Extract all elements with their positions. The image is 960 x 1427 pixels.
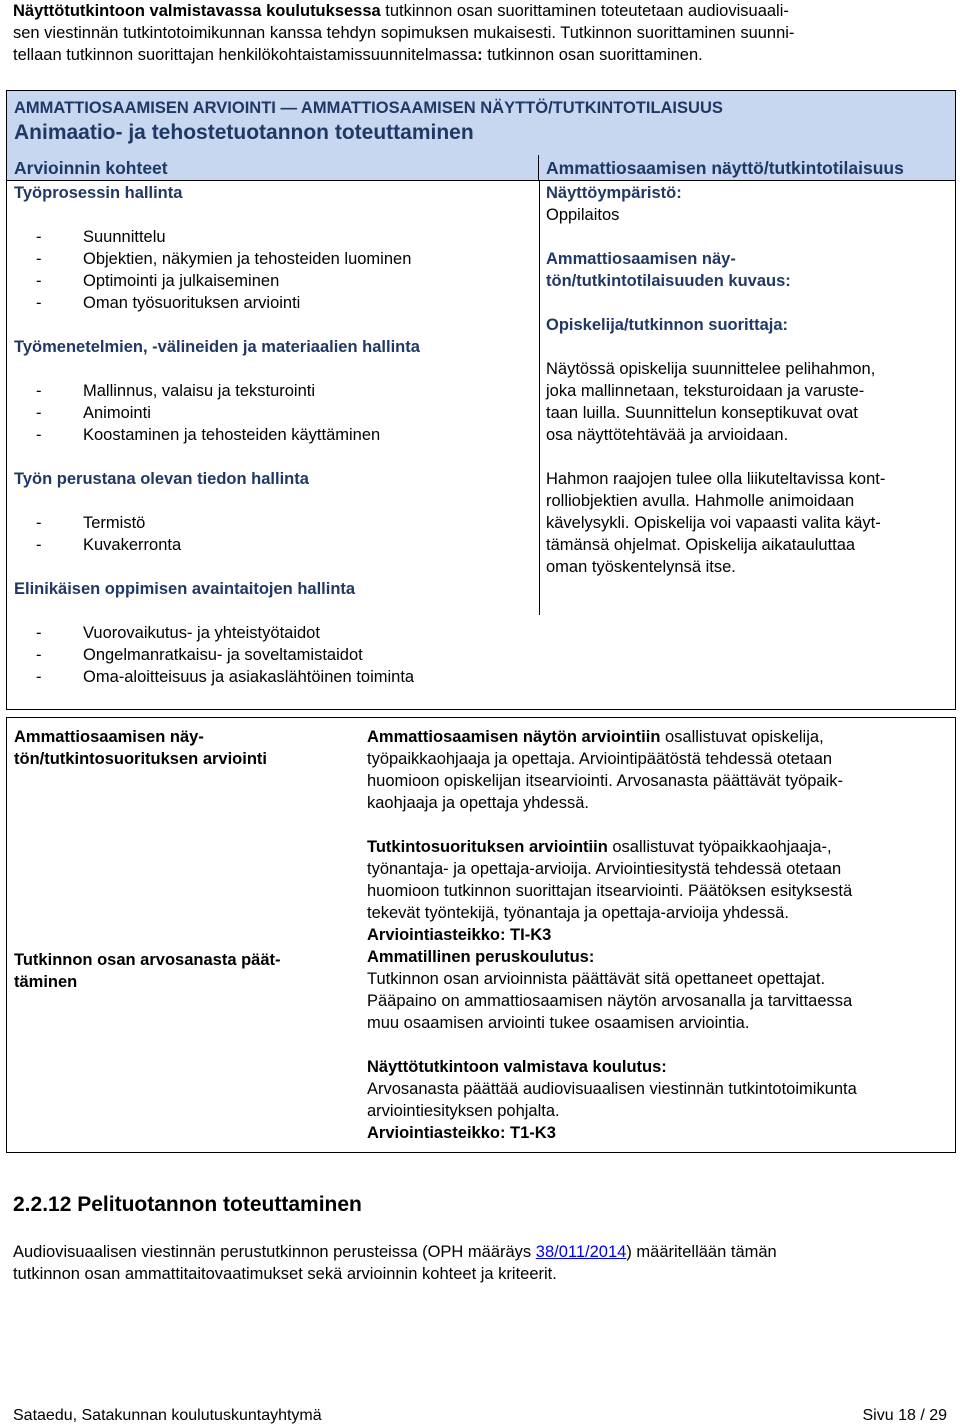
table-header-line1: AMMATTIOSAAMISEN ARVIOINTI — AMMATTIOSAAMISEN NÄYTTÖ/TUTKINTOTILAISUUS <box>14 99 723 117</box>
evaluation-line: työpaikkaohjaaja ja opettaja. Arviointipäätöstä tehdessä otetaan <box>367 750 833 768</box>
description-line: rolliobjektien avulla. Hahmolle animoidaan <box>546 492 855 510</box>
target-list <box>14 512 534 556</box>
list-item: - Oma-aloitteisuus ja asiakaslähtöinen toiminta <box>14 666 534 688</box>
grade-label-line: täminen <box>14 973 78 991</box>
student-title: Opiskelija/tutkinnon suorittaja: <box>546 316 789 334</box>
intro-line: tellaan tutkinnon suorittajan henkilökohtaistamissuunnitelmassa <box>13 46 478 64</box>
column-header-left: Arvioinnin kohteet <box>7 155 539 181</box>
description-title: tön/tutkintotilaisuuden kuvaus: <box>546 272 791 290</box>
environment-title: Näyttöympäristö: <box>546 184 682 202</box>
list-item: - Vuorovaikutus- ja yhteistyötaidot <box>14 622 534 644</box>
evaluation-line: muu osaamisen arviointi tukee osaamisen arviointia. <box>367 1014 750 1032</box>
list-item: - Kuvakerronta <box>14 534 534 556</box>
evaluation-line: huomioon opiskelijan itsearviointi. Arvosanasta päättävät työpaik- <box>367 772 844 790</box>
paragraph-text: ) määritellään tämän <box>626 1243 777 1261</box>
footer-organization: Sataedu, Satakunnan koulutuskuntayhtymä <box>13 1407 322 1424</box>
page-number: Sivu 18 / 29 <box>862 1407 947 1424</box>
subsection-title: Ammatillinen peruskoulutus: <box>367 948 595 966</box>
section-title: Työmenetelmien, -välineiden ja materiaalien hallinta <box>14 338 420 356</box>
evaluation-bold: Ammattiosaamisen näytön arviointiin <box>367 728 661 746</box>
evaluation-bold: Tutkintosuorituksen arviointiin <box>367 838 608 856</box>
evaluation-label-line: tön/tutkintosuorituksen arviointi <box>14 750 268 768</box>
evaluation-table <box>6 717 956 1153</box>
description-line: joka mallinnetaan, teksturoidaan ja varuste- <box>546 382 865 400</box>
assessment-scale: Arviointiasteikko: TI-K3 <box>367 926 552 944</box>
evaluation-label-line: Ammattiosaamisen näy- <box>14 728 204 746</box>
list-item: - Ongelmanratkaisu- ja soveltamistaidot <box>14 644 534 666</box>
evaluation-line: työnantaja- ja opettaja-arvioija. Arviointiesitystä tehdessä otetaan <box>367 860 842 878</box>
demonstration-description <box>546 182 951 578</box>
table-header-title: Animaatio- ja tehostetuotannon toteuttaminen <box>14 121 474 144</box>
grade-decision-label <box>14 949 344 993</box>
column-divider <box>539 181 540 615</box>
evaluation-line: kaohjaaja ja opettaja yhdessä. <box>367 794 589 812</box>
section-paragraph <box>13 1241 949 1285</box>
list-item: - Suunnittelu <box>14 226 534 248</box>
evaluation-line: Tutkinnon osan arvioinnista päättävät sitä opettaneet opettajat. <box>367 970 826 988</box>
section-title: Elinikäisen oppimisen avaintaitojen hallinta <box>14 580 356 598</box>
list-item: - Mallinnus, valaisu ja teksturointi <box>14 380 534 402</box>
evaluation-line: huomioon tutkinnon suorittajan itsearviointi. Päätöksen esityksestä <box>367 882 853 900</box>
evaluation-line: arviointiesityksen pohjalta. <box>367 1102 560 1120</box>
section-title: Työn perustana olevan tiedon hallinta <box>14 470 309 488</box>
description-line: Hahmon raajojen tulee olla liikuteltavissa kont- <box>546 470 886 488</box>
evaluation-text <box>367 726 952 1144</box>
paragraph-line: tutkinnon osan ammattitaitovaatimukset sekä arvioinnin kohteet ja kriteerit. <box>13 1265 557 1283</box>
assessment-table <box>6 90 956 710</box>
description-title: Ammattiosaamisen näy- <box>546 250 736 268</box>
description-line: kävelysykli. Opiskelija voi vapaasti valita käyt- <box>546 514 881 532</box>
intro-text: tutkinnon osan suorittaminen toteutetaan audiovisuaali- <box>380 2 789 20</box>
environment-value: Oppilaitos <box>546 206 620 224</box>
paragraph-text: Audiovisuaalisen viestinnän perustutkinnon perusteissa (OPH määräys <box>13 1243 536 1261</box>
column-header-right: Ammattiosaamisen näyttö/tutkintotilaisuus <box>539 155 955 181</box>
intro-line-end: tutkinnon osan suorittaminen. <box>482 46 703 64</box>
evaluation-text-part: osallistuvat työpaikkaohjaaja-, <box>607 838 832 856</box>
list-item: - Koostaminen ja tehosteiden käyttäminen <box>14 424 534 446</box>
description-line: Näytössä opiskelija suunnittelee pelihahmon, <box>546 360 876 378</box>
intro-paragraph <box>13 0 949 66</box>
description-line: tämänsä ohjelmat. Opiskelija aikatauluttaa <box>546 536 856 554</box>
description-line: oman työskentelynsä itse. <box>546 558 736 576</box>
evaluation-line: Arvosanasta päättää audiovisuaalisen viestinnän tutkintotoimikunta <box>367 1080 857 1098</box>
table-header <box>7 91 955 156</box>
list-item: - Optimointi ja julkaiseminen <box>14 270 534 292</box>
list-item: - Oman työsuorituksen arviointi <box>14 292 534 314</box>
evaluation-label <box>14 726 344 770</box>
target-list <box>14 622 534 688</box>
section-heading: 2.2.12 Pelituotannon toteuttaminen <box>13 1193 362 1216</box>
regulation-link[interactable]: 38/011/2014 <box>535 1243 627 1261</box>
description-line: osa näyttötehtävää ja arvioidaan. <box>546 426 789 444</box>
intro-line: sen viestinnän tutkintotoimikunnan kanssa tehdyn sopimuksen mukaisesti. Tutkinnon suorittaminen suunni- <box>13 24 795 42</box>
section-title: Työprosessin hallinta <box>14 184 183 202</box>
assessment-targets <box>14 182 534 688</box>
grade-label-line: Tutkinnon osan arvosanasta päät- <box>14 951 281 969</box>
list-item: - Objektien, näkymien ja tehosteiden luominen <box>14 248 534 270</box>
list-item: - Termistö <box>14 512 534 534</box>
intro-bold-lead: Näyttötutkintoon valmistavassa koulutuksessa <box>13 2 381 20</box>
evaluation-text-part: osallistuvat opiskelija, <box>660 728 824 746</box>
description-line: taan luilla. Suunnittelun konseptikuvat ovat <box>546 404 858 422</box>
evaluation-line: tekevät työntekijä, työnantaja ja opettaja-arvioija yhdessä. <box>367 904 789 922</box>
evaluation-line: Pääpaino on ammattiosaamisen näytön arvosanalla ja tarvittaessa <box>367 992 853 1010</box>
intro-colon: : <box>477 46 483 64</box>
target-list <box>14 226 534 314</box>
list-item: - Animointi <box>14 402 534 424</box>
subsection-title: Näyttötutkintoon valmistava koulutus: <box>367 1058 667 1076</box>
assessment-scale: Arviointiasteikko: T1-K3 <box>367 1124 556 1142</box>
target-list <box>14 380 534 446</box>
